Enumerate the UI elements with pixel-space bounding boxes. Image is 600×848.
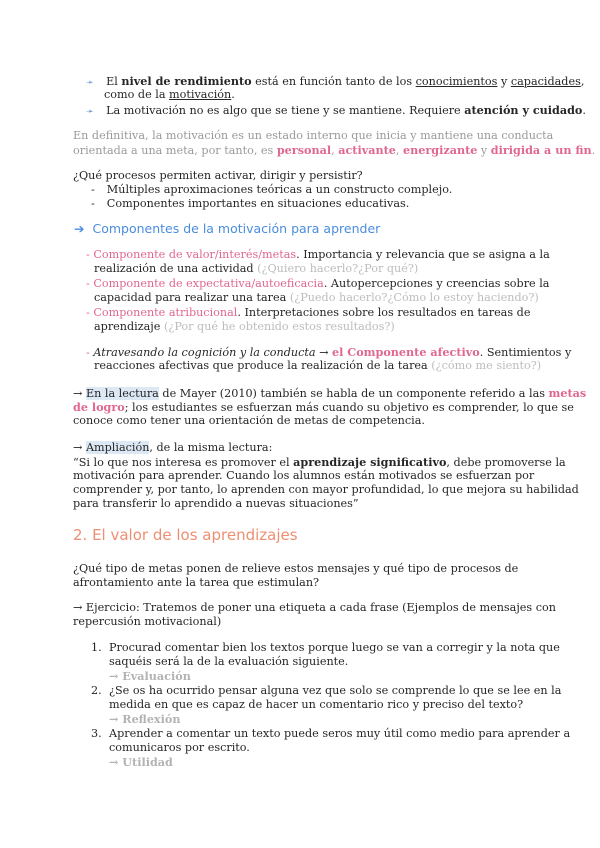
- numbered-item-1: 1. Procurad comentar bien los textos porque luego se van a corregir y la nota que: [91, 641, 560, 654]
- numbered-item-3-line-2: comunicaros por escrito.: [109, 741, 250, 754]
- component-affective-line-2: reacciones afectivas que produce la realización de la tarea (¿cómo me siento?): [94, 359, 542, 372]
- highlight: En la lectura: [85, 387, 159, 400]
- highlight: Ampliación: [85, 441, 150, 454]
- mayer-line-1: → En la lectura de Mayer (2010) también se habla de un componente referido a las metas: [73, 386, 587, 400]
- bullet-1-line-1: ➛ El nivel de rendimiento está en función tanto de los conocimientos y capacidades,: [86, 74, 585, 88]
- summary-line-2: orientada a una meta, por tanto, es personal, activante, energizante y dirigida a un fin.: [73, 143, 596, 157]
- component-name: Componente de valor/interés/metas: [93, 248, 297, 261]
- exercise-line-2: repercusión motivacional): [73, 615, 222, 628]
- numbered-item-3: 3. Aprender a comentar un texto puede seros muy útil como medio para aprender a: [91, 727, 571, 740]
- numbered-item-2-line-2: medida en que es capaz de hacer un comentario rico y preciso del texto?: [109, 698, 524, 711]
- component-name: Componente de expectativa/autoeficacia: [93, 277, 324, 290]
- key-term-rendimiento: nivel de rendimiento: [121, 74, 252, 88]
- mayer-line-2: de logro; los estudiantes se esfuerzan más cuando su objetivo es comprender, lo que se: [73, 400, 574, 414]
- key-term-atencion: atención y cuidado: [464, 103, 583, 117]
- component-value-line-1: - Componente de valor/interés/metas. Importancia y relevancia que se asigna a la: [86, 248, 550, 261]
- section-2-title: 2. El valor de los aprendizajes: [73, 526, 298, 544]
- summary-line-1: En definitiva, la motivación es un estado interno que inicia y mantiene una conducta: [73, 129, 554, 142]
- component-expectancy-line-1: - Componente de expectativa/autoeficacia. Autopercepciones y creencias sobre la: [86, 277, 550, 290]
- bullet-arrow-icon: ➛: [86, 78, 94, 88]
- answer-evaluacion: → Evaluación: [109, 669, 191, 683]
- dash-item-2: - Componentes importantes en situaciones educativas.: [91, 197, 410, 210]
- numbered-item-1-line-2: saquéis será la de la evaluación siguiente.: [109, 655, 349, 668]
- numbered-item-2: 2. ¿Se os ha ocurrido pensar alguna vez que solo se comprende lo que se lee en la: [91, 684, 562, 697]
- quote-line-3: comprender y, por tanto, lo aprenden con mayor profundidad, lo que mejora su habilidad: [73, 483, 579, 496]
- component-value-line-2: realización de una actividad (¿Quiero hacerlo?¿Por qué?): [94, 262, 419, 275]
- bullet-2-line-1: ➛ La motivación no es algo que se tiene y se mantiene. Requiere atención y cuidado.: [86, 103, 586, 117]
- ampliacion-line-1: → Ampliación, de la misma lectura:: [73, 441, 273, 454]
- quote-line-4: para transferir lo aprendido a nuevas situaciones”: [73, 497, 359, 510]
- bullet-1-line-2: como de la motivación.: [104, 88, 235, 101]
- component-name: Componente atribucional: [93, 306, 238, 319]
- answer-reflexion: → Reflexión: [109, 712, 181, 726]
- components-heading: ➔ Componentes de la motivación para aprender: [74, 221, 381, 236]
- quote-line-1: “Si lo que nos interesa es promover el aprendizaje significativo, debe promoverse la: [73, 455, 566, 469]
- component-affective-line-1: - Atravesando la cognición y la conducta → el Componente afectivo. Sentimientos y: [86, 345, 572, 359]
- mayer-line-3: conoce como tener una orientación de metas de competencia.: [73, 414, 425, 427]
- intro-line-1: ¿Qué tipo de metas ponen de relieve estos mensajes y qué tipo de procesos de: [73, 562, 519, 575]
- component-attribution-line-2: aprendizaje (¿Por qué he obtenido estos resultados?): [94, 320, 395, 333]
- quote-line-2: motivación para aprender. Cuando los alumnos están motivados se esfuerzan por: [73, 469, 535, 482]
- arrow-right-icon: ➔: [74, 221, 85, 236]
- component-expectancy-line-2: capacidad para realizar una tarea (¿Puedo hacerlo?¿Cómo lo estoy haciendo?): [94, 291, 539, 304]
- bullet-arrow-icon: ➛: [86, 107, 94, 117]
- exercise-line-1: → Ejercicio: Tratemos de poner una etiqueta a cada frase (Ejemplos de mensajes con: [73, 601, 556, 614]
- processes-question: ¿Qué procesos permiten activar, dirigir y persistir?: [73, 169, 363, 182]
- dash-item-1: - Múltiples aproximaciones teóricas a un constructo complejo.: [91, 183, 453, 196]
- intro-line-2: afrontamiento ante la tarea que estimulan?: [73, 576, 320, 589]
- component-attribution-line-1: - Componente atribucional. Interpretaciones sobre los resultados en tareas de: [86, 306, 531, 319]
- component-name: el Componente afectivo: [332, 345, 480, 359]
- answer-utilidad: → Utilidad: [109, 755, 173, 769]
